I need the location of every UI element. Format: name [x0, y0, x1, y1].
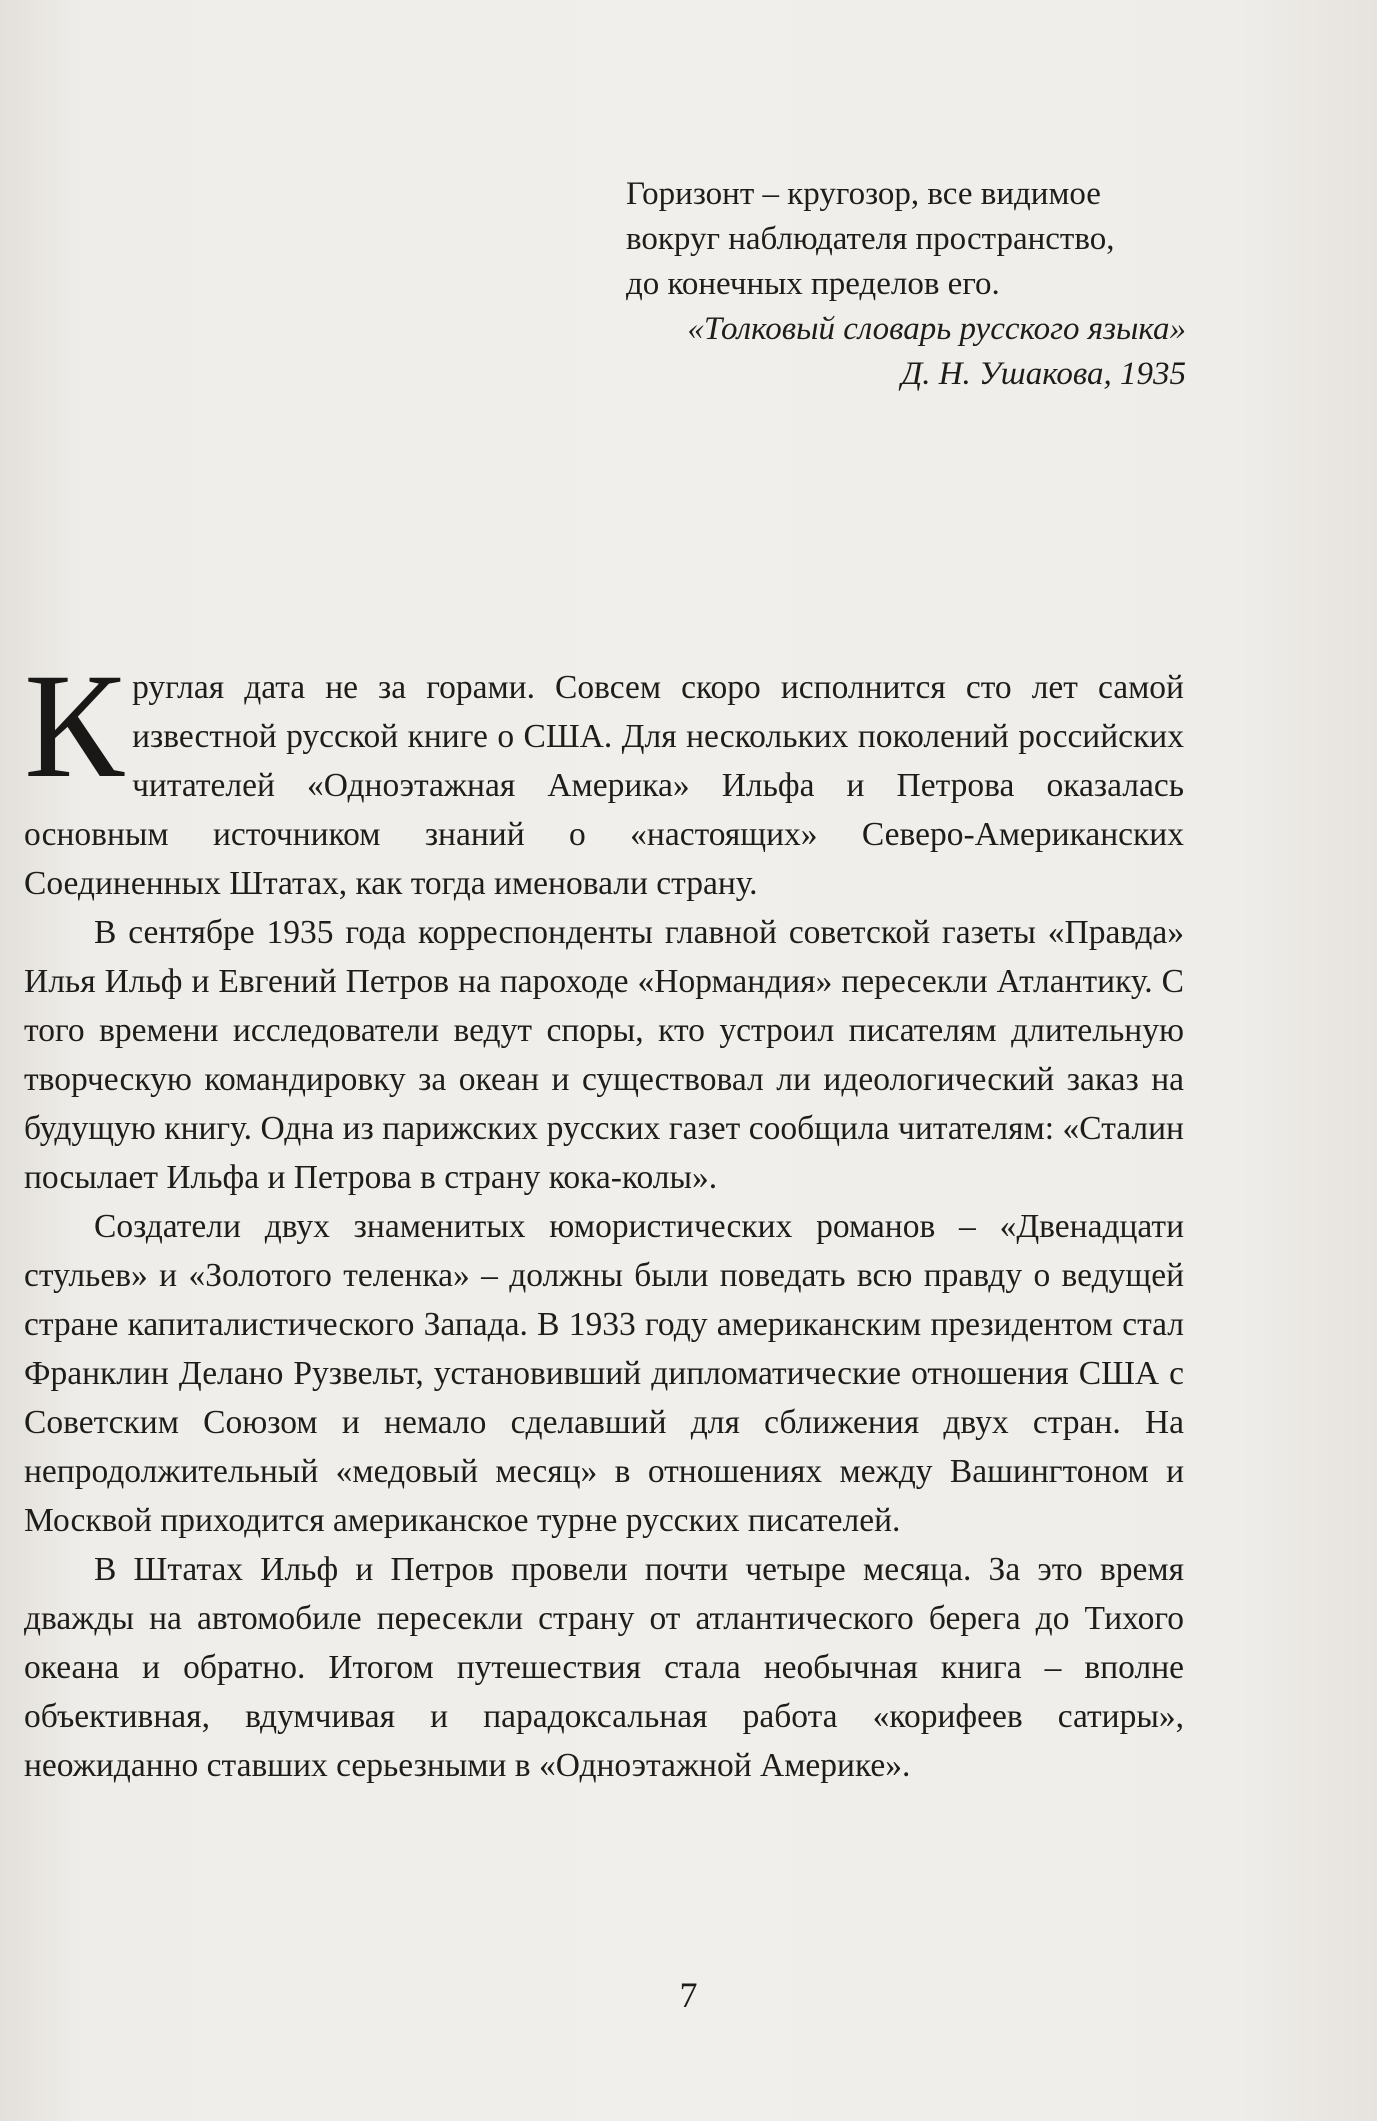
epigraph: [626, 172, 1186, 397]
main-text: [24, 643, 1184, 1790]
paragraph-3: Создатели двух знаменитых юмористических романов – «Двенадцати стульев» и «Золотого теленка» – должны были поведать всю правду о ведущей стране капиталистического Запада. В 1933 году американским президентом стал Франклин Делано Рузвельт, установивший дипломатические отношения США с Советским Союзом и немало сделавший для сближения двух стран. На непродолжительный «медовый месяц» в отношениях между Вашингтоном и Москвой приходится американское турне русских писателей.: [24, 1208, 1184, 1539]
paragraph-1: [24, 643, 1184, 908]
epigraph-source: «Толковый словарь русского языка»: [687, 311, 1186, 347]
paragraph-4: В Штатах Ильф и Петров провели почти четыре месяца. За это время дважды на автомобиле пересекли страну от атлантического берега до Тихого океана и обратно. Итогом путешествия стала необычная книга – вполне объективная, вдумчивая и парадоксальная работа «корифеев сатиры», неожиданно ставших серьезными в «Одноэтажной Америке».: [24, 1551, 1184, 1784]
epigraph-quote: Горизонт – кругозор, все видимое вокруг наблюдателя пространство, до конечных пределов его.: [626, 176, 1115, 302]
epigraph-author: Д. Н. Ушакова, 1935: [901, 356, 1186, 392]
paragraph-2: В сентябре 1935 года корреспонденты главной советской газеты «Правда» Илья Ильф и Евгений Петров на пароходе «Нормандия» пересекли Атлантику. С того времени исследователи ведут споры, кто устроил писателям длительную творческую командировку за океан и существовал ли идеологический заказ на будущую книгу. Одна из парижских русских газет сообщила читателям: «Сталин посылает Ильфа и Петрова в страну кока-колы».: [24, 914, 1184, 1196]
page-number: 7: [679, 1975, 698, 2015]
drop-cap: К: [24, 643, 125, 809]
paragraph-1-text: руглая дата не за горами. Совсем скоро исполнится сто лет самой известной русской книге о США. Для нескольких поколений российских читателей «Одноэтажная Америка» Ильфа и Петрова оказалась основным источником знаний о «настоящих» Северо-Американских Соединенных Штатах, как тогда именовали страну.: [24, 669, 1184, 902]
